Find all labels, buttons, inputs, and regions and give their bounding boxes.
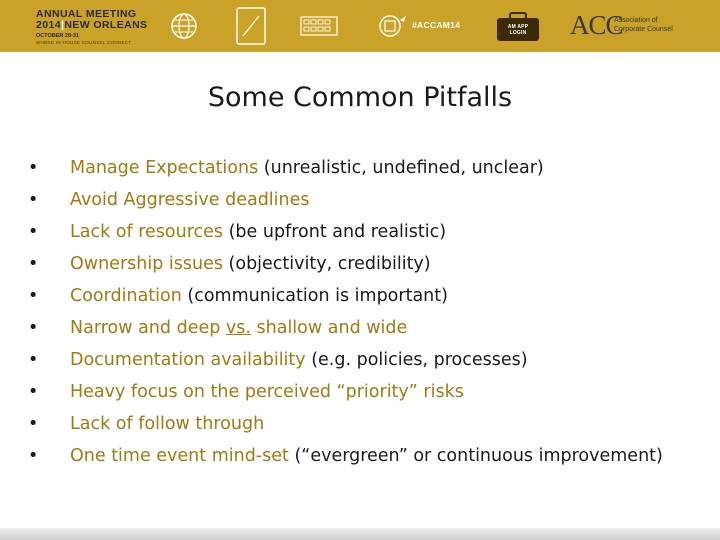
item-underlined: vs. xyxy=(225,318,251,338)
item-detail: (be upfront and realistic) xyxy=(223,222,447,242)
event-tagline: WHERE IN-HOUSE COUNSEL CONNECT xyxy=(36,40,132,45)
list-item xyxy=(28,376,663,408)
item-lead: One time event mind-set xyxy=(70,446,289,466)
event-year: 2014 xyxy=(36,19,61,31)
list-item xyxy=(28,344,663,376)
bullet-marker: • xyxy=(28,446,39,466)
item-lead: Lack of follow through xyxy=(70,414,265,434)
pitfalls-list xyxy=(28,152,663,472)
bullet-marker: • xyxy=(28,414,39,434)
tablet-icon xyxy=(235,6,267,46)
item-lead: Documentation availability xyxy=(70,350,306,370)
item-detail: (e.g. policies, processes) xyxy=(305,350,528,370)
hashtag-label: #ACCAM14 xyxy=(412,20,461,30)
list-item xyxy=(28,408,663,440)
bullet-marker: • xyxy=(28,382,39,402)
list-item xyxy=(28,312,663,344)
list-item xyxy=(28,184,663,216)
bullet-marker: • xyxy=(28,190,39,210)
item-lead: Ownership issues xyxy=(70,254,223,274)
bullet-marker: • xyxy=(28,286,39,306)
item-lead: Manage Expectations xyxy=(70,158,259,178)
bullet-marker: • xyxy=(28,222,39,242)
acc-name-line1: Association of xyxy=(614,17,658,24)
chat-bubble-icon xyxy=(376,12,410,40)
annual-meeting-logo xyxy=(36,9,147,46)
app-login-label: AM APP LOGIN xyxy=(507,24,529,36)
list-item xyxy=(28,440,663,472)
bullet-marker: • xyxy=(28,318,39,338)
item-detail: (“evergreen” or continuous improvement) xyxy=(288,446,663,466)
list-item xyxy=(28,152,663,184)
event-dates: OCTOBER 28-31 xyxy=(36,33,79,39)
bullet-marker: • xyxy=(28,254,39,274)
header-banner xyxy=(0,0,720,52)
item-detail: shallow and wide xyxy=(250,318,408,338)
item-lead: Narrow and deep xyxy=(70,318,226,338)
event-city: NEW ORLEANS xyxy=(64,19,148,31)
footer-strip xyxy=(0,528,720,540)
event-year-city xyxy=(36,20,147,31)
item-detail: (communication is important) xyxy=(181,286,448,306)
acc-logo-mark: ACC xyxy=(570,10,623,40)
item-lead: Heavy focus on the perceived “priority” risks xyxy=(70,382,464,402)
list-item xyxy=(28,248,663,280)
item-detail: (unrealistic, undefined, unclear) xyxy=(258,158,544,178)
slide-title: Some Common Pitfalls xyxy=(207,82,513,113)
acc-name-line2: Corporate Counsel xyxy=(614,26,673,33)
item-lead: Lack of resources xyxy=(70,222,224,242)
item-detail: (objectivity, credibility) xyxy=(222,254,431,274)
list-item xyxy=(28,216,663,248)
list-item xyxy=(28,280,663,312)
schedule-grid-icon xyxy=(300,16,338,36)
item-lead: Coordination xyxy=(70,286,182,306)
item-lead: Avoid Aggressive deadlines xyxy=(70,190,310,210)
bullet-marker: • xyxy=(28,158,39,178)
event-separator: | xyxy=(60,19,65,31)
event-title: ANNUAL MEETING xyxy=(36,8,137,20)
acc-logo-name xyxy=(614,16,684,34)
bullet-marker: • xyxy=(28,350,39,370)
globe-icon xyxy=(170,12,198,40)
